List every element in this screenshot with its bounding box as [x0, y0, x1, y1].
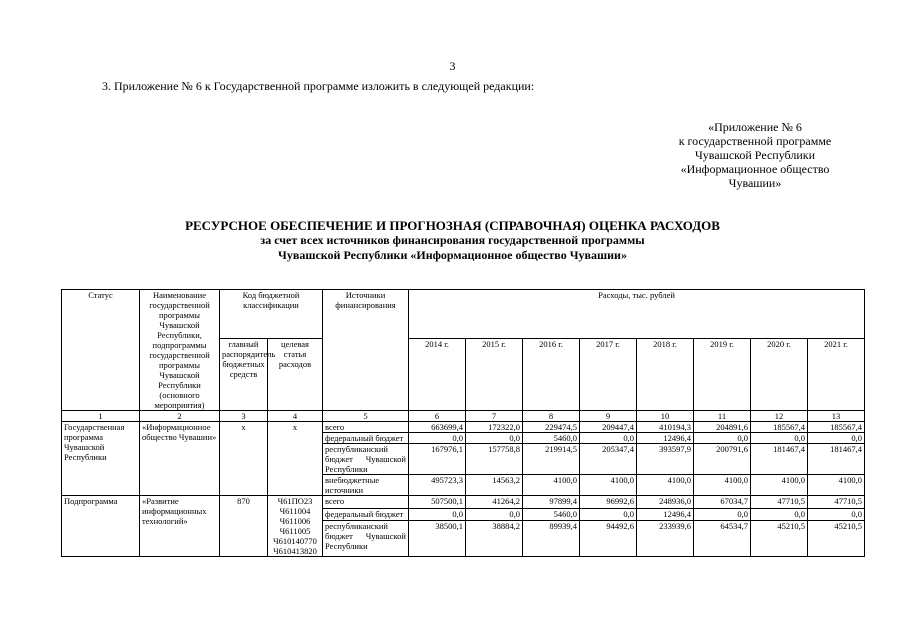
value-cell: 89939,4	[523, 521, 580, 557]
column-number: 4	[268, 411, 323, 422]
value-cell: 67034,7	[694, 496, 751, 509]
title-line-1: РЕСУРСНОЕ ОБЕСПЕЧЕНИЕ И ПРОГНОЗНАЯ (СПРАВОЧНАЯ) ОЦЕНКА РАСХОДОВ	[185, 218, 720, 233]
title-line-2: за счет всех источников финансирования государственной программы	[260, 233, 645, 247]
value-cell: 47710,5	[751, 496, 808, 509]
column-number: 7	[466, 411, 523, 422]
source-cell: республиканский бюджет Чувашской Республики	[323, 521, 409, 557]
header-budget-code: Код бюджетной классификации	[220, 290, 323, 339]
group-target: х	[268, 422, 323, 496]
appendix-line: «Приложение № 6	[708, 120, 802, 134]
value-cell: 4100,0	[523, 475, 580, 496]
header-year: 2014 г.	[409, 339, 466, 411]
value-cell: 38500,1	[409, 521, 466, 557]
value-cell: 181467,4	[808, 444, 865, 475]
value-cell: 4100,0	[808, 475, 865, 496]
column-number: 5	[323, 411, 409, 422]
value-cell: 167976,1	[409, 444, 466, 475]
column-number: 8	[523, 411, 580, 422]
value-cell: 219914,5	[523, 444, 580, 475]
value-cell: 185567,4	[808, 422, 865, 433]
header-year: 2017 г.	[580, 339, 637, 411]
value-cell: 0,0	[751, 508, 808, 521]
value-cell: 205347,4	[580, 444, 637, 475]
value-cell: 47710,5	[808, 496, 865, 509]
source-cell: внебюджетные источники	[323, 475, 409, 496]
value-cell: 0,0	[751, 433, 808, 444]
value-cell: 94492,6	[580, 521, 637, 557]
source-cell: республиканский бюджет Чувашской Республики	[323, 444, 409, 475]
value-cell: 97899,4	[523, 496, 580, 509]
column-number: 12	[751, 411, 808, 422]
value-cell: 5460,0	[523, 433, 580, 444]
value-cell: 248936,0	[637, 496, 694, 509]
header-expenses: Расходы, тыс. рублей	[409, 290, 865, 339]
value-cell: 96992,6	[580, 496, 637, 509]
value-cell: 0,0	[466, 433, 523, 444]
value-cell: 181467,4	[751, 444, 808, 475]
header-main-manager: главный распорядитель бюджетных средств	[220, 339, 268, 411]
value-cell: 0,0	[466, 508, 523, 521]
value-cell: 0,0	[409, 508, 466, 521]
value-cell: 209447,4	[580, 422, 637, 433]
value-cell: 204891,6	[694, 422, 751, 433]
column-number: 13	[808, 411, 865, 422]
value-cell: 4100,0	[637, 475, 694, 496]
value-cell: 0,0	[580, 508, 637, 521]
value-cell: 12496,4	[637, 508, 694, 521]
header-year: 2020 г.	[751, 339, 808, 411]
value-cell: 4100,0	[580, 475, 637, 496]
value-cell: 41264,2	[466, 496, 523, 509]
table-row	[62, 496, 865, 509]
appendix-header	[620, 120, 890, 190]
value-cell: 0,0	[409, 433, 466, 444]
column-numbers-row	[62, 411, 865, 422]
column-number: 6	[409, 411, 466, 422]
group-target: Ч61ПО23 Ч611004 Ч611006 Ч611005 Ч610140770 Ч610413820	[268, 496, 323, 557]
header-year: 2015 г.	[466, 339, 523, 411]
header-status: Статус	[62, 290, 140, 411]
value-cell: 0,0	[808, 508, 865, 521]
source-cell: всего	[323, 422, 409, 433]
value-cell: 663699,4	[409, 422, 466, 433]
header-year: 2019 г.	[694, 339, 751, 411]
header-year: 2021 г.	[808, 339, 865, 411]
title-line-3: Чувашской Республики «Информационное общество Чувашии»	[278, 248, 627, 262]
value-cell: 64534,7	[694, 521, 751, 557]
table-row	[62, 422, 865, 433]
appendix-line: Чувашской Республики	[694, 148, 816, 162]
value-cell: 233939,6	[637, 521, 694, 557]
value-cell: 45210,5	[751, 521, 808, 557]
source-cell: федеральный бюджет	[323, 433, 409, 444]
page-number: 3	[449, 59, 456, 73]
document-title	[0, 218, 905, 263]
appendix-line: к государственной программе	[678, 134, 832, 148]
value-cell: 157758,8	[466, 444, 523, 475]
column-number: 1	[62, 411, 140, 422]
value-cell: 410194,3	[637, 422, 694, 433]
value-cell: 4100,0	[694, 475, 751, 496]
header-year: 2018 г.	[637, 339, 694, 411]
group-manager: 870	[220, 496, 268, 557]
appendix-line: Чувашии»	[728, 176, 782, 190]
column-number: 11	[694, 411, 751, 422]
group-status: Государственная программа Чувашской Республики	[62, 422, 140, 496]
source-cell: всего	[323, 496, 409, 509]
header-target-item: целевая статья расходов	[268, 339, 323, 411]
column-number: 9	[580, 411, 637, 422]
value-cell: 12496,4	[637, 433, 694, 444]
header-name: Наименование государственной программы Чувашской Республики, подпрограммы государственной программы Чувашской Республики (основного мероприятия)	[140, 290, 220, 411]
header-sources: Источники финансирования	[323, 290, 409, 411]
value-cell: 495723,3	[409, 475, 466, 496]
group-name: «Информационное общество Чувашии»	[140, 422, 220, 496]
header-year: 2016 г.	[523, 339, 580, 411]
value-cell: 0,0	[580, 433, 637, 444]
value-cell: 200791,6	[694, 444, 751, 475]
value-cell: 393597,9	[637, 444, 694, 475]
value-cell: 45210,5	[808, 521, 865, 557]
value-cell: 5460,0	[523, 508, 580, 521]
value-cell: 0,0	[808, 433, 865, 444]
value-cell: 507500,1	[409, 496, 466, 509]
intro-text: 3. Приложение № 6 к Государственной программе изложить в следующей редакции:	[102, 79, 535, 93]
source-cell: федеральный бюджет	[323, 508, 409, 521]
column-number: 10	[637, 411, 694, 422]
column-number: 2	[140, 411, 220, 422]
value-cell: 185567,4	[751, 422, 808, 433]
resource-table	[61, 289, 865, 557]
value-cell: 4100,0	[751, 475, 808, 496]
group-name: «Развитие информационных технологий»	[140, 496, 220, 557]
group-manager: х	[220, 422, 268, 496]
group-status: Подпрограмма	[62, 496, 140, 557]
column-number: 3	[220, 411, 268, 422]
value-cell: 14563,2	[466, 475, 523, 496]
value-cell: 0,0	[694, 433, 751, 444]
value-cell: 38884,2	[466, 521, 523, 557]
value-cell: 172322,0	[466, 422, 523, 433]
value-cell: 0,0	[694, 508, 751, 521]
value-cell: 229474,5	[523, 422, 580, 433]
appendix-line: «Информационное общество	[680, 162, 830, 176]
